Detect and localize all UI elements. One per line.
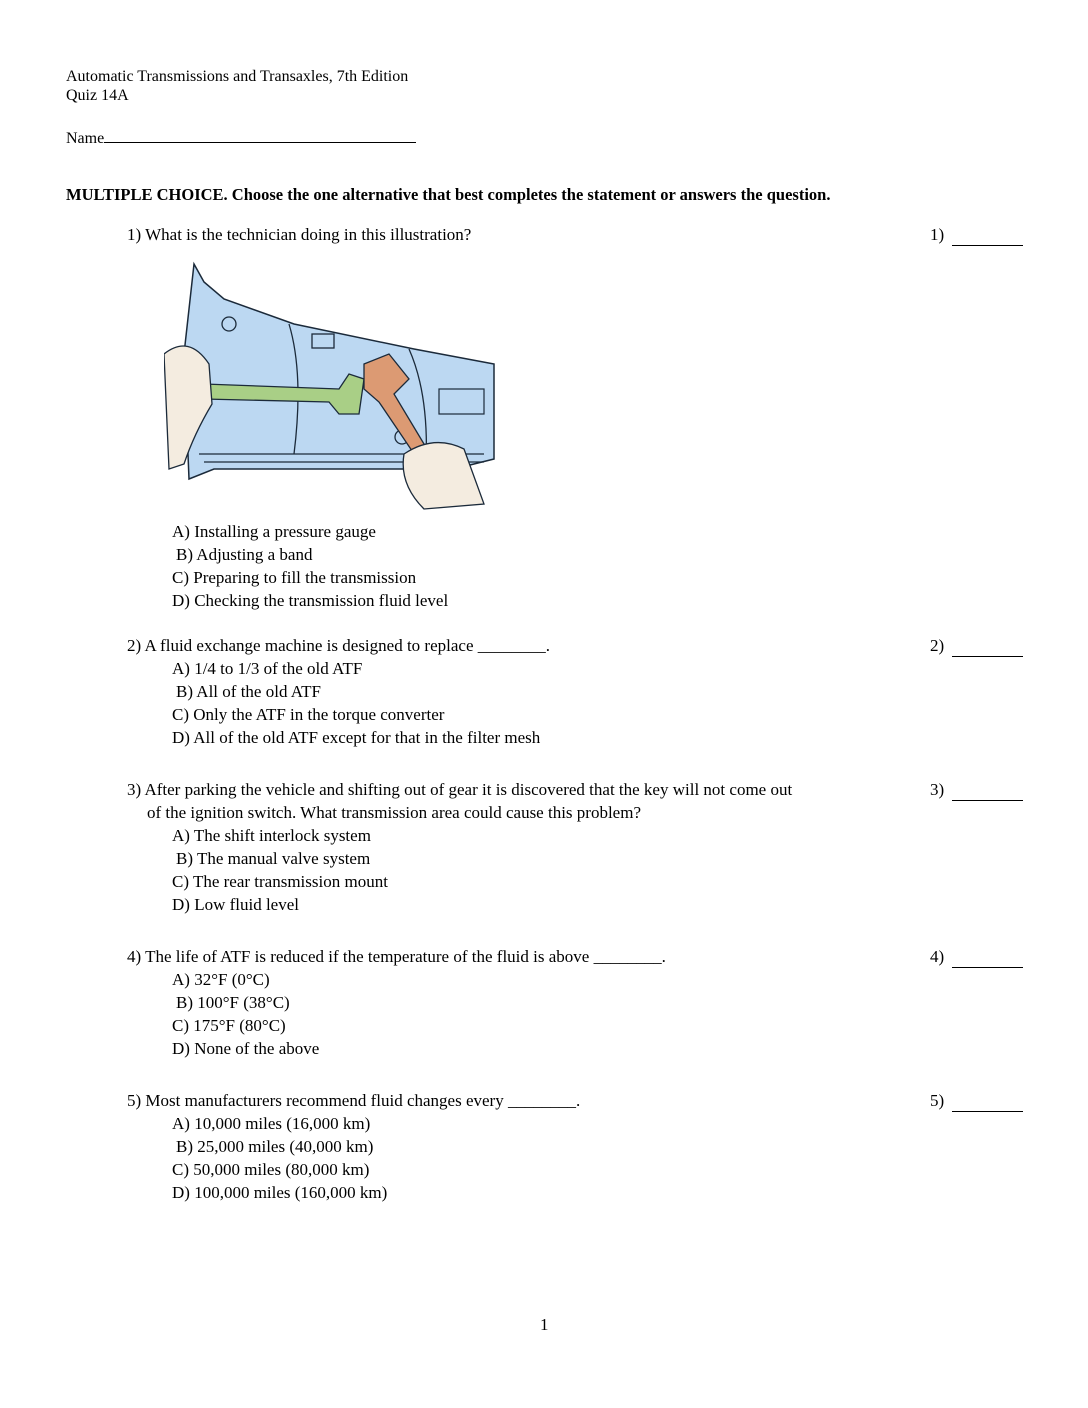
option-a[interactable]: A) The shift interlock system <box>172 826 371 845</box>
answer-number: 5) <box>930 1091 945 1110</box>
question-text: 5) Most manufacturers recommend fluid changes every ________. <box>127 1091 581 1110</box>
question-3 <box>127 778 1077 916</box>
answer-number: 2) <box>930 636 945 655</box>
options <box>127 824 1077 916</box>
answer-blank[interactable] <box>930 223 1023 246</box>
option-a[interactable]: A) 32°F (0°C) <box>172 970 270 989</box>
question-text <box>127 778 897 824</box>
option-d[interactable]: D) All of the old ATF except for that in the filter mesh <box>172 728 541 747</box>
page-number: 1 <box>540 1315 549 1334</box>
transmission-illustration <box>164 254 504 514</box>
option-c[interactable]: C) 175°F (80°C) <box>172 1016 286 1035</box>
options <box>127 520 1077 612</box>
answer-blank[interactable] <box>930 1089 1023 1112</box>
question-text: 4) The life of ATF is reduced if the temperature of the fluid is above ________. <box>127 947 666 966</box>
option-a[interactable]: A) 1/4 to 1/3 of the old ATF <box>172 659 363 678</box>
name-line[interactable] <box>104 125 416 143</box>
question-text: 1) What is the technician doing in this illustration? <box>127 225 472 244</box>
option-d[interactable]: D) None of the above <box>172 1039 320 1058</box>
option-b[interactable]: B) All of the old ATF <box>176 682 321 701</box>
question-text: 2) A fluid exchange machine is designed to replace ________. <box>127 636 550 655</box>
option-a[interactable]: A) Installing a pressure gauge <box>172 522 376 541</box>
option-c[interactable]: C) Only the ATF in the torque converter <box>172 705 445 724</box>
course-title: Automatic Transmissions and Transaxles, 7th Edition <box>66 68 409 85</box>
quiz-title: Quiz 14A <box>66 87 129 104</box>
option-b[interactable]: B) 100°F (38°C) <box>176 993 290 1012</box>
answer-blank[interactable] <box>930 945 1023 968</box>
option-c[interactable]: C) Preparing to fill the transmission <box>172 568 417 587</box>
option-d[interactable]: D) Checking the transmission fluid level <box>172 591 449 610</box>
option-d[interactable]: D) 100,000 miles (160,000 km) <box>172 1183 388 1202</box>
answer-blank[interactable] <box>930 634 1023 657</box>
option-d[interactable]: D) Low fluid level <box>172 895 299 914</box>
answer-number: 1) <box>930 225 945 244</box>
question-line-2: of the ignition switch. What transmission area could cause this problem? <box>147 803 641 822</box>
question-4 <box>127 945 1077 1060</box>
option-c[interactable]: C) 50,000 miles (80,000 km) <box>172 1160 370 1179</box>
answer-blank[interactable] <box>930 778 1023 801</box>
answer-number: 4) <box>930 947 945 966</box>
option-b[interactable]: B) 25,000 miles (40,000 km) <box>176 1137 374 1156</box>
option-b[interactable]: B) Adjusting a band <box>176 545 313 564</box>
question-line-1: 3) After parking the vehicle and shifting out of gear it is discovered that the key will not come out <box>127 780 793 799</box>
name-label: Name <box>66 130 105 147</box>
options <box>127 657 1077 749</box>
name-field[interactable] <box>66 125 416 148</box>
instructions: MULTIPLE CHOICE. Choose the one alternative that best completes the statement or answers the question. <box>66 185 831 204</box>
option-c[interactable]: C) The rear transmission mount <box>172 872 388 891</box>
options <box>127 1112 1077 1204</box>
options <box>127 968 1077 1060</box>
question-1 <box>127 223 1077 612</box>
question-2 <box>127 634 1077 749</box>
option-a[interactable]: A) 10,000 miles (16,000 km) <box>172 1114 371 1133</box>
answer-number: 3) <box>930 780 945 799</box>
option-b[interactable]: B) The manual valve system <box>176 849 371 868</box>
question-5 <box>127 1089 1077 1204</box>
